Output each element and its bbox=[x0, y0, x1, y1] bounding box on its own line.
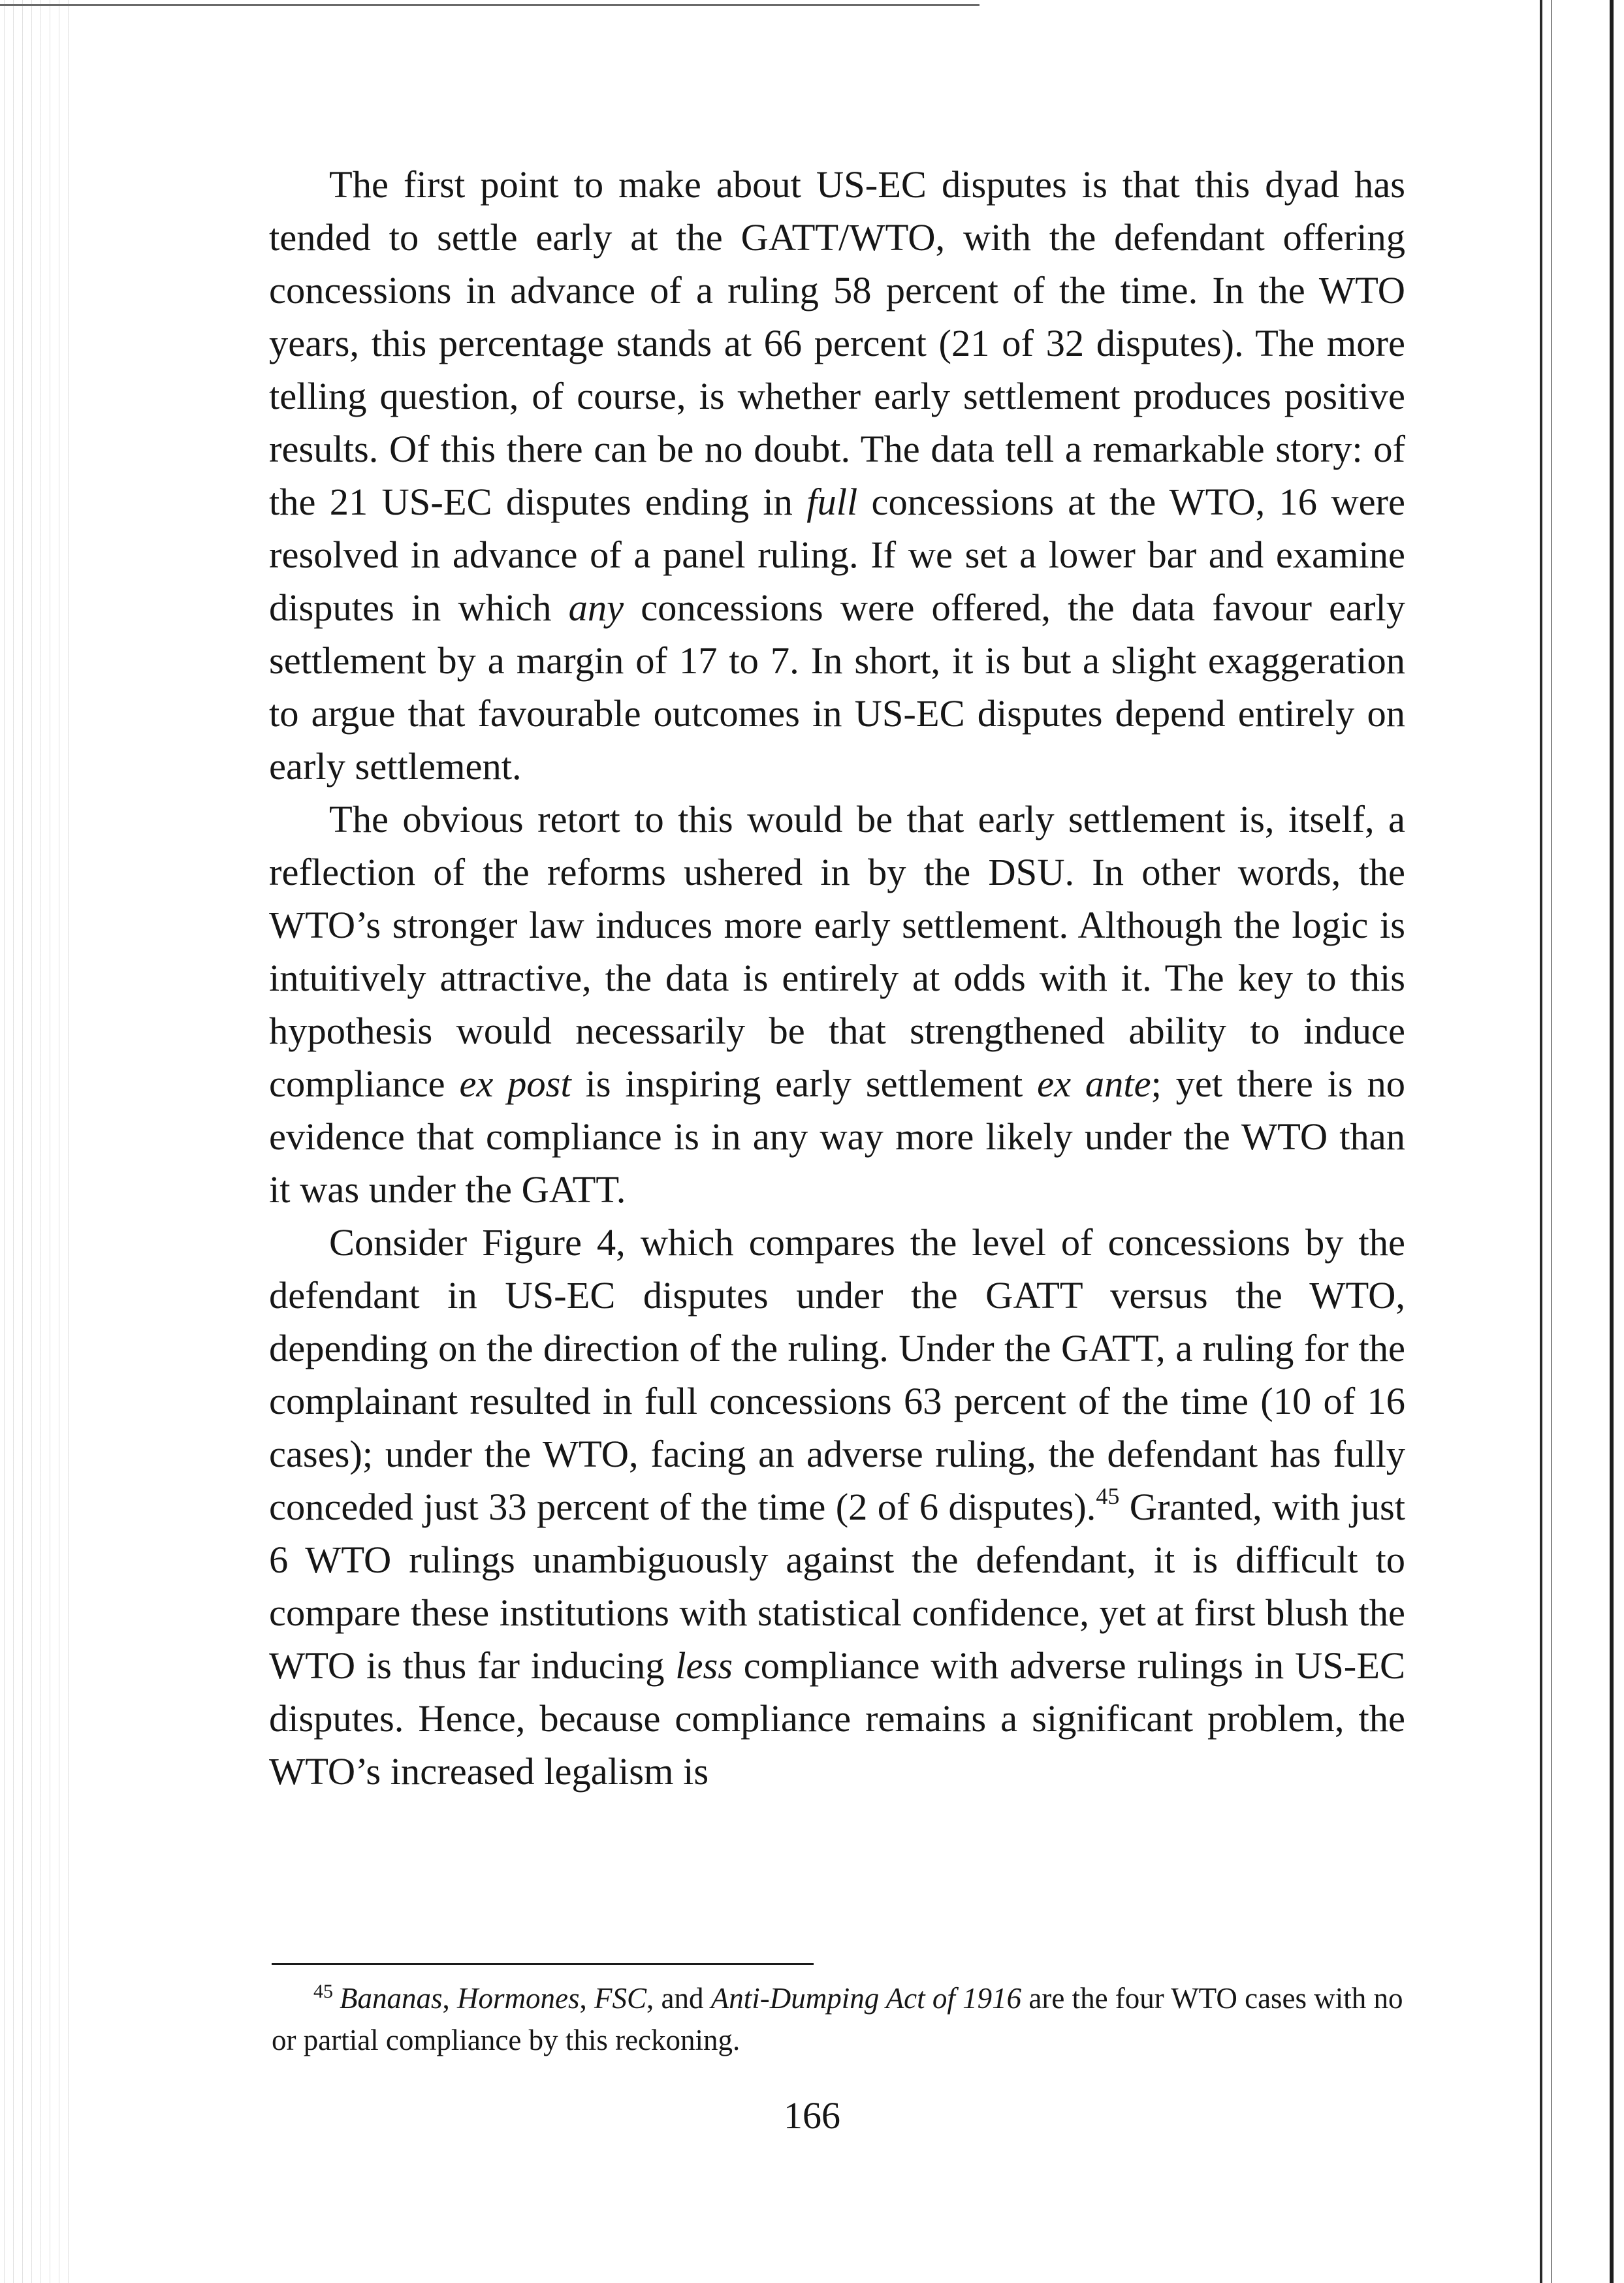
scan-top-rule bbox=[0, 4, 979, 6]
scan-binding-edge bbox=[0, 0, 72, 2283]
footnote-text: $^{45}$ Bananas, Hormones, FSC, and Anti-Dumping Act of 1916 are the four WTO cases with no or partial compliance by this reckoning. bbox=[272, 1981, 1403, 2056]
footnote bbox=[272, 1977, 1408, 2061]
footnote-reference[interactable]: 45 bbox=[1096, 1483, 1120, 1509]
scan-right-border bbox=[1610, 0, 1614, 2283]
body-text bbox=[269, 158, 1405, 1798]
footnote-number: 45 bbox=[313, 1981, 333, 2002]
emphasis-any: any bbox=[568, 586, 624, 629]
paragraph-3: Consider Figure 4, which compares the level of concessions by the defendant in US-EC disputes under the GATT versus the WTO, depending on the direction of the ruling. Under the GATT, a ruling for the complainant resulted in full concessions 63 percent of the time (10 of 16 cases); under the WTO, facing an adverse ruling, the defendant has fully conceded just 33 percent of the time (2 of 6 disputes).$^{45}$ Granted, with just 6 WTO rulings unambiguously against the defendant, it is difficult to compare these institutions with statistical confidence, yet at first blush the WTO is thus far inducing less compliance with adverse rulings in US-EC disputes. Hence, because compliance remains a significant problem, the WTO’s increased legalism is bbox=[269, 1221, 1405, 1793]
emphasis-ex-ante: ex ante bbox=[1037, 1062, 1151, 1105]
page-number: 166 bbox=[784, 2094, 840, 2137]
scan-right-edge bbox=[1540, 0, 1542, 2283]
paragraph-1: The first point to make about US-EC disputes is that this dyad has tended to settle early at the GATT/WTO, with the defendant offering concessions in advance of a ruling 58 percent of the time. In the WTO years, this percentage stands at 66 percent (21 of 32 disputes). The more telling question, of course, is whether early settlement produces positive results. Of this there can be no doubt. The data tell a remarkable story: of the 21 US-EC disputes ending in full concessions at the WTO, 16 were resolved in advance of a panel ruling. If we set a lower bar and examine disputes in which any concessions were offered, the data favour early settlement by a margin of 17 to 7. In short, it is but a slight exaggeration to argue that favourable outcomes in US-EC disputes depend entirely on early settlement. bbox=[269, 163, 1405, 788]
emphasis-full: full bbox=[806, 481, 858, 523]
emphasis-less: less bbox=[675, 1644, 733, 1687]
scan-right-edge-line bbox=[1551, 0, 1552, 2283]
footnote-divider bbox=[272, 1963, 814, 1965]
paragraph-2: The obvious retort to this would be that early settlement is, itself, a reflection of the reforms ushered in by the DSU. In other words, the WTO’s stronger law induces more early settlement. Although the logic is intuitively attractive, the data is entirely at odds with it. The key to this hypothesis would necessarily be that strengthened ability to induce compliance ex post is inspiring early settlement ex ante; yet there is no evidence that compliance is in any way more likely under the WTO than it was under the GATT. bbox=[269, 798, 1406, 1211]
emphasis-ex-post: ex post bbox=[459, 1062, 571, 1105]
